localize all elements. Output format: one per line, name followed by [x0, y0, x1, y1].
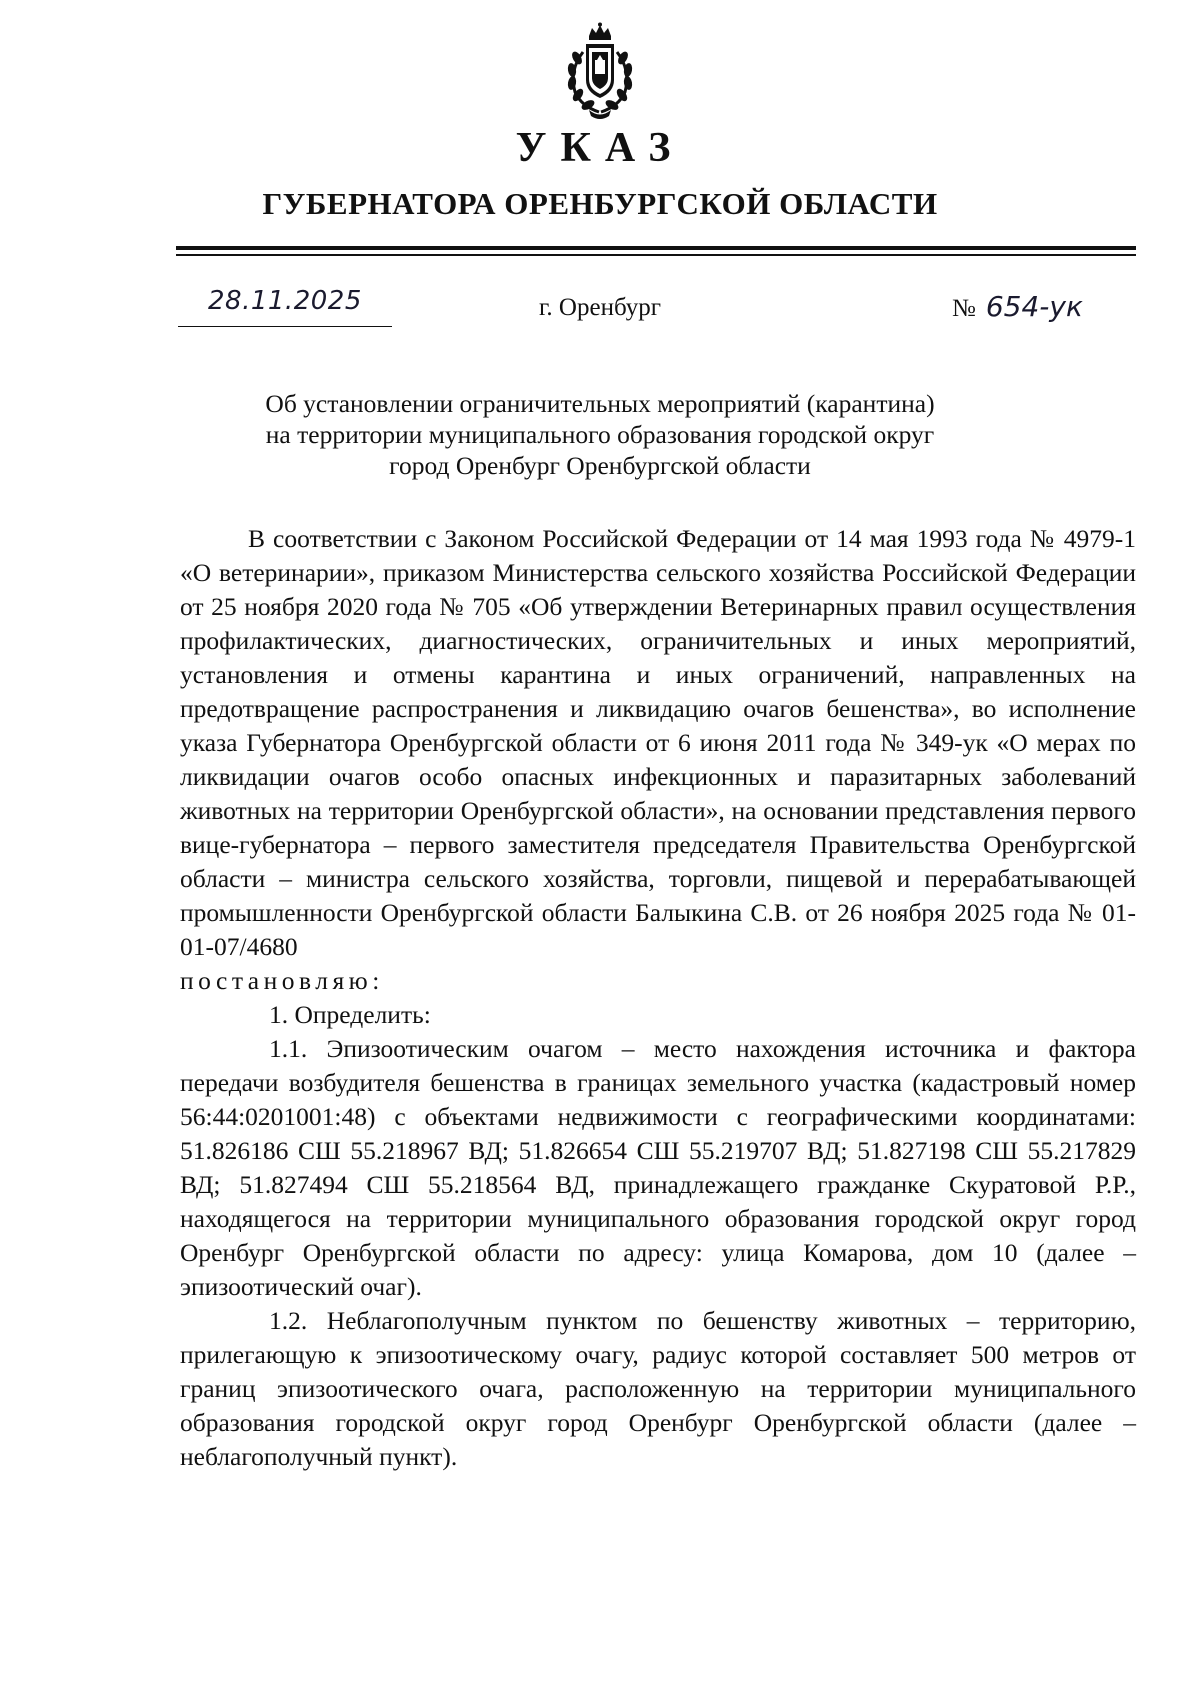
- point-1-2: 1.2. Неблагополучным пунктом по бешенству животных – территорию, прилегающую к эпизоотическому очагу, радиус которой составляет 500 метров от границ эпизоотического очага, расположенную на территории муниципального образования городской округ город Оренбург Оренбургской области (далее – неблагополучный пункт).: [180, 1306, 1136, 1471]
- decree-number-field: [952, 290, 1083, 323]
- decree-number: 654-ук: [985, 290, 1083, 323]
- decree-word: постановляю:: [180, 966, 384, 995]
- header-rule-thick: [176, 246, 1136, 250]
- subject-line: город Оренбург Оренбургской области: [389, 451, 811, 480]
- preamble-paragraph: В соответствии с Законом Российской Федерации от 14 мая 1993 года № 4979-1 «О ветеринарии», приказом Министерства сельского хозяйства Российской Федерации от 25 ноября 2020 года № 705 «Об утверждении Ветеринарных правил осуществления профилактических, диагностических, ограничительных и иных мероприятий, установления и отмены карантина и иных ограничений, направленных на предотвращение распространения и ликвидацию очагов бешенства», во исполнение указа Губернатора Оренбургской области от 6 июня 2011 года № 349-ук «О мерах по ликвидации очагов особо опасных инфекционных и паразитарных заболеваний животных на территории Оренбургской области», на основании представления первого вице-губернатора – первого заместителя председателя Правительства Оренбургской области – министра сельского хозяйства, торговли, пищевой и перерабатывающей промышленности Оренбургской области Балыкина С.В. от 26 ноября 2025 года № 01-01-07/4680: [180, 524, 1136, 961]
- decree-title: УКАЗ: [515, 125, 685, 171]
- subject-line: на территории муниципального образования городской округ: [265, 420, 935, 449]
- decree-issuer: ГУБЕРНАТОРА ОРЕНБУРГСКОЙ ОБЛАСТИ: [262, 186, 938, 221]
- number-prefix: №: [952, 295, 976, 322]
- decree-city: г. Оренбург: [539, 294, 661, 321]
- decree-body: [180, 522, 1136, 1474]
- point-1-1: 1.1. Эпизоотическим очагом – место нахождения источника и фактора передачи возбудителя бешенства в границах земельного участка (кадастровый номер 56:44:0201001:48) с объектами недвижимости с географическими координатами: 51.826186 СШ 55.218967 ВД; 51.826654 СШ 55.219707 ВД; 51.827198 СШ 55.217829 ВД; 51.827494 СШ 55.218564 ВД, принадлежащего гражданке Скуратовой Р.Р., находящегося на территории муниципального образования городской округ город Оренбург Оренбургской области по адресу: улица Комарова, дом 10 (далее – эпизоотический очаг).: [180, 1034, 1136, 1301]
- coat-of-arms-icon: [559, 22, 641, 122]
- header-rule-thin: [176, 254, 1136, 256]
- decree-date: 28.11.2025: [208, 286, 362, 316]
- point-1: 1. Определить:: [269, 1000, 431, 1029]
- subject-line: Об установлении ограничительных мероприятий (карантина): [265, 389, 935, 418]
- decree-subject: [0, 388, 1200, 481]
